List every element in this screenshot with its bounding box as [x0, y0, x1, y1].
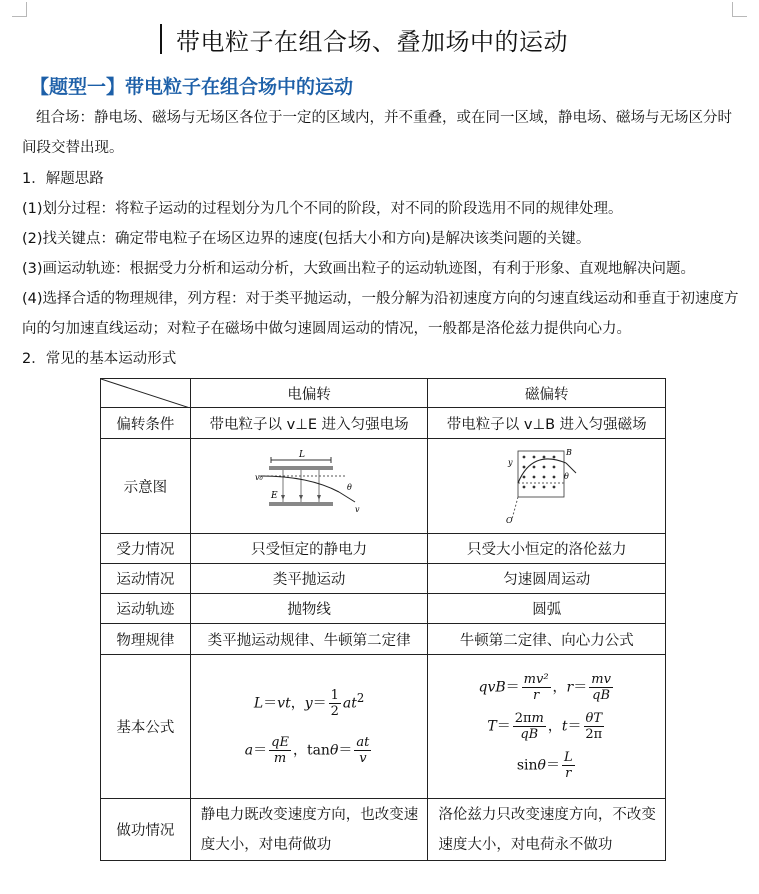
table-row	[101, 624, 666, 655]
table-row	[101, 799, 666, 861]
row-label: 运动轨迹	[101, 594, 191, 624]
table-header-row	[101, 379, 666, 408]
row-label: 运动情况	[101, 564, 191, 594]
cell-electric-condition: 带电粒子以 v⊥E 进入匀强电场	[190, 408, 428, 439]
row-label: 示意图	[101, 439, 191, 534]
table-row	[101, 534, 666, 564]
label-y-axis: y	[507, 458, 513, 467]
row-label: 基本公式	[101, 655, 191, 799]
formula-electric-1: L＝vt，y＝ $\frac{1}{2}$ $at^2$	[253, 688, 365, 720]
row-label: 偏转条件	[101, 408, 191, 439]
step-2: (2)找关键点：确定带电粒子在场区边界的速度(包括大小和方向)是解决该类问题的关键。	[22, 231, 591, 247]
table-row	[101, 408, 666, 439]
cell-magnetic-diagram	[428, 439, 666, 534]
cell-magnetic-work: 洛伦兹力只改变速度方向，不改变速度大小，对电荷永不做功	[428, 799, 666, 861]
row-label: 受力情况	[101, 534, 191, 564]
cell-electric-law: 类平抛运动规律、牛顿第二定律	[190, 624, 428, 655]
section-text: 带电粒子在组合场中的运动	[125, 76, 354, 98]
table-row	[101, 594, 666, 624]
motion-comparison-table	[100, 378, 666, 861]
heading-motion-forms: 2．常见的基本运动形式	[22, 351, 177, 367]
cell-magnetic-condition: 带电粒子以 v⊥B 进入匀强磁场	[428, 408, 666, 439]
intro-paragraph: 组合场：静电场、磁场与无场区各位于一定的区域内，并不重叠，或在同一区域，静电场、磁场与无场区分时间段交替出现。	[22, 110, 732, 156]
formula-magnetic-3: sinθ＝ $\frac{L}{r}$	[516, 750, 573, 781]
label-theta: θ	[347, 483, 352, 492]
corner-mark-right	[732, 2, 747, 17]
step-4: (4)选择合适的物理规律，列方程：对于类平抛运动，一般分解为沿初速度方向的匀速直线运动和垂直于初速度方向的匀加速直线运动；对粒子在磁场中做匀速圆周运动的情况，一般都是洛伦兹力提供向心力。	[22, 291, 739, 337]
title-bar	[160, 24, 162, 54]
label-length: L	[299, 450, 306, 460]
cell-electric-diagram	[190, 439, 428, 534]
label-theta-b: θ	[563, 472, 569, 481]
cell-electric-motion: 类平抛运动	[190, 564, 428, 594]
cell-magnetic-law: 牛顿第二定律、向心力公式	[428, 624, 666, 655]
cell-magnetic-motion: 匀速圆周运动	[428, 564, 666, 594]
label-origin: O	[505, 516, 513, 525]
section-heading	[30, 72, 353, 99]
formula-magnetic-1: qvB＝ $\frac{\text{mv²}}{r}$ ，r＝ $\frac{mv}{qB}$	[478, 672, 611, 703]
electric-deflection-diagram	[249, 446, 369, 522]
label-v0: v₀	[255, 473, 263, 482]
cell-electric-force: 只受恒定的静电力	[190, 534, 428, 564]
row-label: 物理规律	[101, 624, 191, 655]
step-1: (1)划分过程：将粒子运动的过程划分为几个不同的阶段，对不同的阶段选用不同的规律处理。	[22, 201, 623, 217]
magnetic-deflection-diagram	[502, 443, 592, 525]
cell-electric-work: 静电力既改变速度方向，也改变速度大小，对电荷做功	[190, 799, 428, 861]
label-v: v	[355, 505, 360, 514]
formula-electric-2: a＝ $\frac{qE}{m}$ ，tanθ＝ $\frac{at}{v}$	[244, 735, 370, 767]
diagonal-line	[101, 379, 190, 408]
cell-magnetic-path: 圆弧	[428, 594, 666, 624]
page-title	[160, 24, 568, 54]
label-field-e: E	[271, 491, 278, 501]
row-label: 做功情况	[101, 799, 191, 861]
label-field-b: B	[565, 448, 572, 457]
table-row	[101, 439, 666, 534]
section-label: 【题型一】	[30, 76, 126, 98]
header-magnetic-deflection: 磁偏转	[428, 379, 666, 408]
formula-magnetic-2: T＝ $\frac{2\pi m}{qB}$ ，t＝ $\frac{\theta T}{2\pi}$	[487, 711, 603, 742]
cell-electric-path: 抛物线	[190, 594, 428, 624]
table-row	[101, 655, 666, 799]
cell-electric-formulas	[190, 655, 428, 799]
table-row	[101, 564, 666, 594]
page-title-text: 带电粒子在组合场、叠加场中的运动	[176, 27, 568, 56]
corner-mark-left	[12, 2, 27, 17]
header-electric-deflection: 电偏转	[190, 379, 428, 408]
heading-solving-ideas: 1．解题思路	[22, 171, 104, 187]
diagonal-header-cell	[101, 379, 191, 408]
cell-magnetic-formulas	[428, 655, 666, 799]
step-3: (3)画运动轨迹：根据受力分析和运动分析，大致画出粒子的运动轨迹图，有利于形象、直观地解决问题。	[22, 261, 696, 277]
cell-magnetic-force: 只受大小恒定的洛伦兹力	[428, 534, 666, 564]
